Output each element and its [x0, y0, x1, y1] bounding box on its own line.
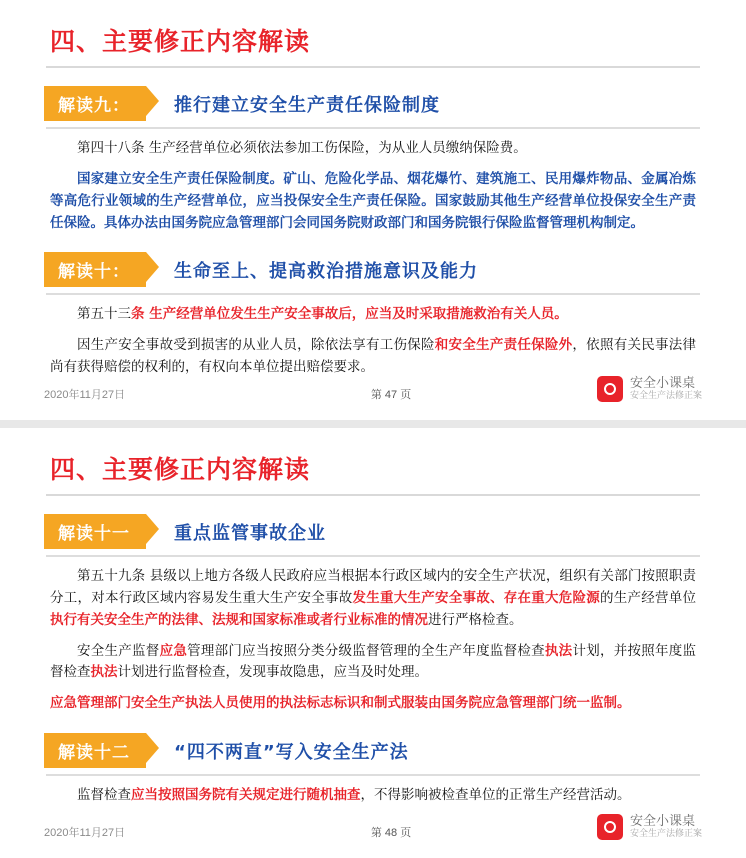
text-run: 管理部门应当按照分类分级监督管理的全生产年度监督检查 — [187, 642, 545, 659]
footer-date: 2020年11月27日 — [44, 389, 126, 401]
text-run: 第五十九条 县级以上地方各级人民政府应当根据本行政区域内的安全生产状况，组织有关部门按照职责分工，对本行政区域内容易发生重大生产安全事故 — [50, 568, 696, 606]
paragraph — [50, 785, 696, 807]
page-title: 四、主要修正内容解读 — [50, 455, 311, 484]
text-run: ，依照有关民事法律尚有获得赔偿的权利的，有权向本单位提出赔偿要求。 — [50, 337, 697, 376]
paragraph — [50, 304, 696, 326]
paragraph — [50, 169, 696, 235]
text-run: 执行有关安全生产的法律、法规和国家标准或者行业标准的情况 — [50, 611, 428, 628]
text-run: 的生产经营单位 — [600, 589, 696, 606]
footer-page-number: 第 48 页 — [370, 827, 412, 839]
text-run: ，不得影响被检查单位的正常生产经营活动。 — [360, 787, 631, 804]
brand-subtitle: 安全生产法修正案 — [629, 829, 702, 840]
text-run: 因生产安全事故受到损害的从业人员，除依法享有工伤保险 — [77, 337, 435, 354]
text-run: 安全生产监督 — [77, 642, 160, 659]
section-divider — [46, 293, 700, 295]
paragraph — [50, 335, 696, 379]
footer-date: 2020年11月27日 — [44, 827, 126, 839]
section-divider — [46, 555, 700, 557]
text-run: 第五十三 — [77, 306, 131, 323]
section-heading: “四不两直”写入安全生产法 — [174, 741, 409, 763]
section-tag: 解读十二 — [44, 733, 146, 768]
text-run: 第四十八条 生产经营单位必须依法参加工伤保险，为从业人员缴纳保险费。 — [77, 140, 527, 156]
slide-48 — [0, 428, 746, 858]
section-header-10 — [44, 252, 702, 287]
text-run: 和安全生产责任保险外 — [434, 337, 573, 354]
section-heading: 生命至上、提高救治措施意识及能力 — [174, 260, 478, 282]
brand-logo-icon — [597, 376, 623, 402]
slide-47 — [0, 0, 746, 420]
section-header-11 — [44, 514, 702, 549]
text-run: 执法 — [90, 664, 118, 681]
section-divider — [46, 127, 700, 129]
section-heading: 推行建立安全生产责任保险制度 — [174, 94, 440, 116]
section-header-12 — [44, 733, 702, 768]
title-divider — [46, 66, 700, 68]
footer-page-number: 第 47 页 — [370, 389, 412, 401]
slide-footer — [44, 814, 702, 840]
brand-watermark — [597, 376, 702, 402]
text-run: 应急 — [159, 642, 188, 659]
text-run: 计划，并按照年度监督检查 — [50, 642, 697, 681]
text-run: 监督检查 — [77, 787, 131, 804]
section-divider — [46, 774, 700, 776]
paragraph — [50, 566, 696, 632]
section-tag: 解读九： — [44, 86, 146, 121]
text-run: 执法 — [544, 642, 573, 659]
text-run: 条 生产经营单位发生生产安全事故后，应当及时采取措施救治有关人员。 — [131, 306, 568, 323]
paragraph — [50, 138, 696, 160]
brand-name: 安全小课桌 — [629, 813, 695, 829]
text-run: 国家建立安全生产责任保险制度。矿山、危险化学品、烟花爆竹、建筑施工、民用爆炸物品、金属冶炼等高危行业领域的生产经营单位，应当投保安全生产责任保险。国家鼓励其他生产经营单位投保安全生产责任保险。具体办法由国务院应急管理部门会同国务院财政部门和国务院银行保险监督管理机构制定。 — [50, 170, 696, 231]
brand-watermark — [597, 814, 702, 840]
section-tag: 解读十一 — [44, 514, 146, 549]
paragraph — [50, 693, 696, 715]
title-divider — [46, 494, 700, 496]
brand-subtitle: 安全生产法修正案 — [629, 391, 702, 402]
text-run: 计划进行监督检查，发现事故隐患，应当及时处理。 — [117, 664, 428, 681]
section-header-9 — [44, 86, 702, 121]
brand-logo-icon — [597, 814, 623, 840]
slide-footer — [44, 376, 702, 402]
page-title: 四、主要修正内容解读 — [50, 27, 311, 56]
paragraph — [50, 641, 696, 685]
text-run: 发生重大生产安全事故、存在重大危险源 — [352, 589, 600, 606]
text-run: 应当按照国务院有关规定进行随机抽查 — [131, 787, 361, 804]
text-run: 应急管理部门安全生产执法人员使用的执法标志标识和制式服装由国务院应急管理部门统一监制。 — [50, 695, 631, 712]
section-tag: 解读十： — [44, 252, 146, 287]
section-heading: 重点监管事故企业 — [174, 522, 326, 544]
text-run: 进行严格检查。 — [428, 611, 523, 628]
brand-name: 安全小课桌 — [629, 375, 695, 391]
